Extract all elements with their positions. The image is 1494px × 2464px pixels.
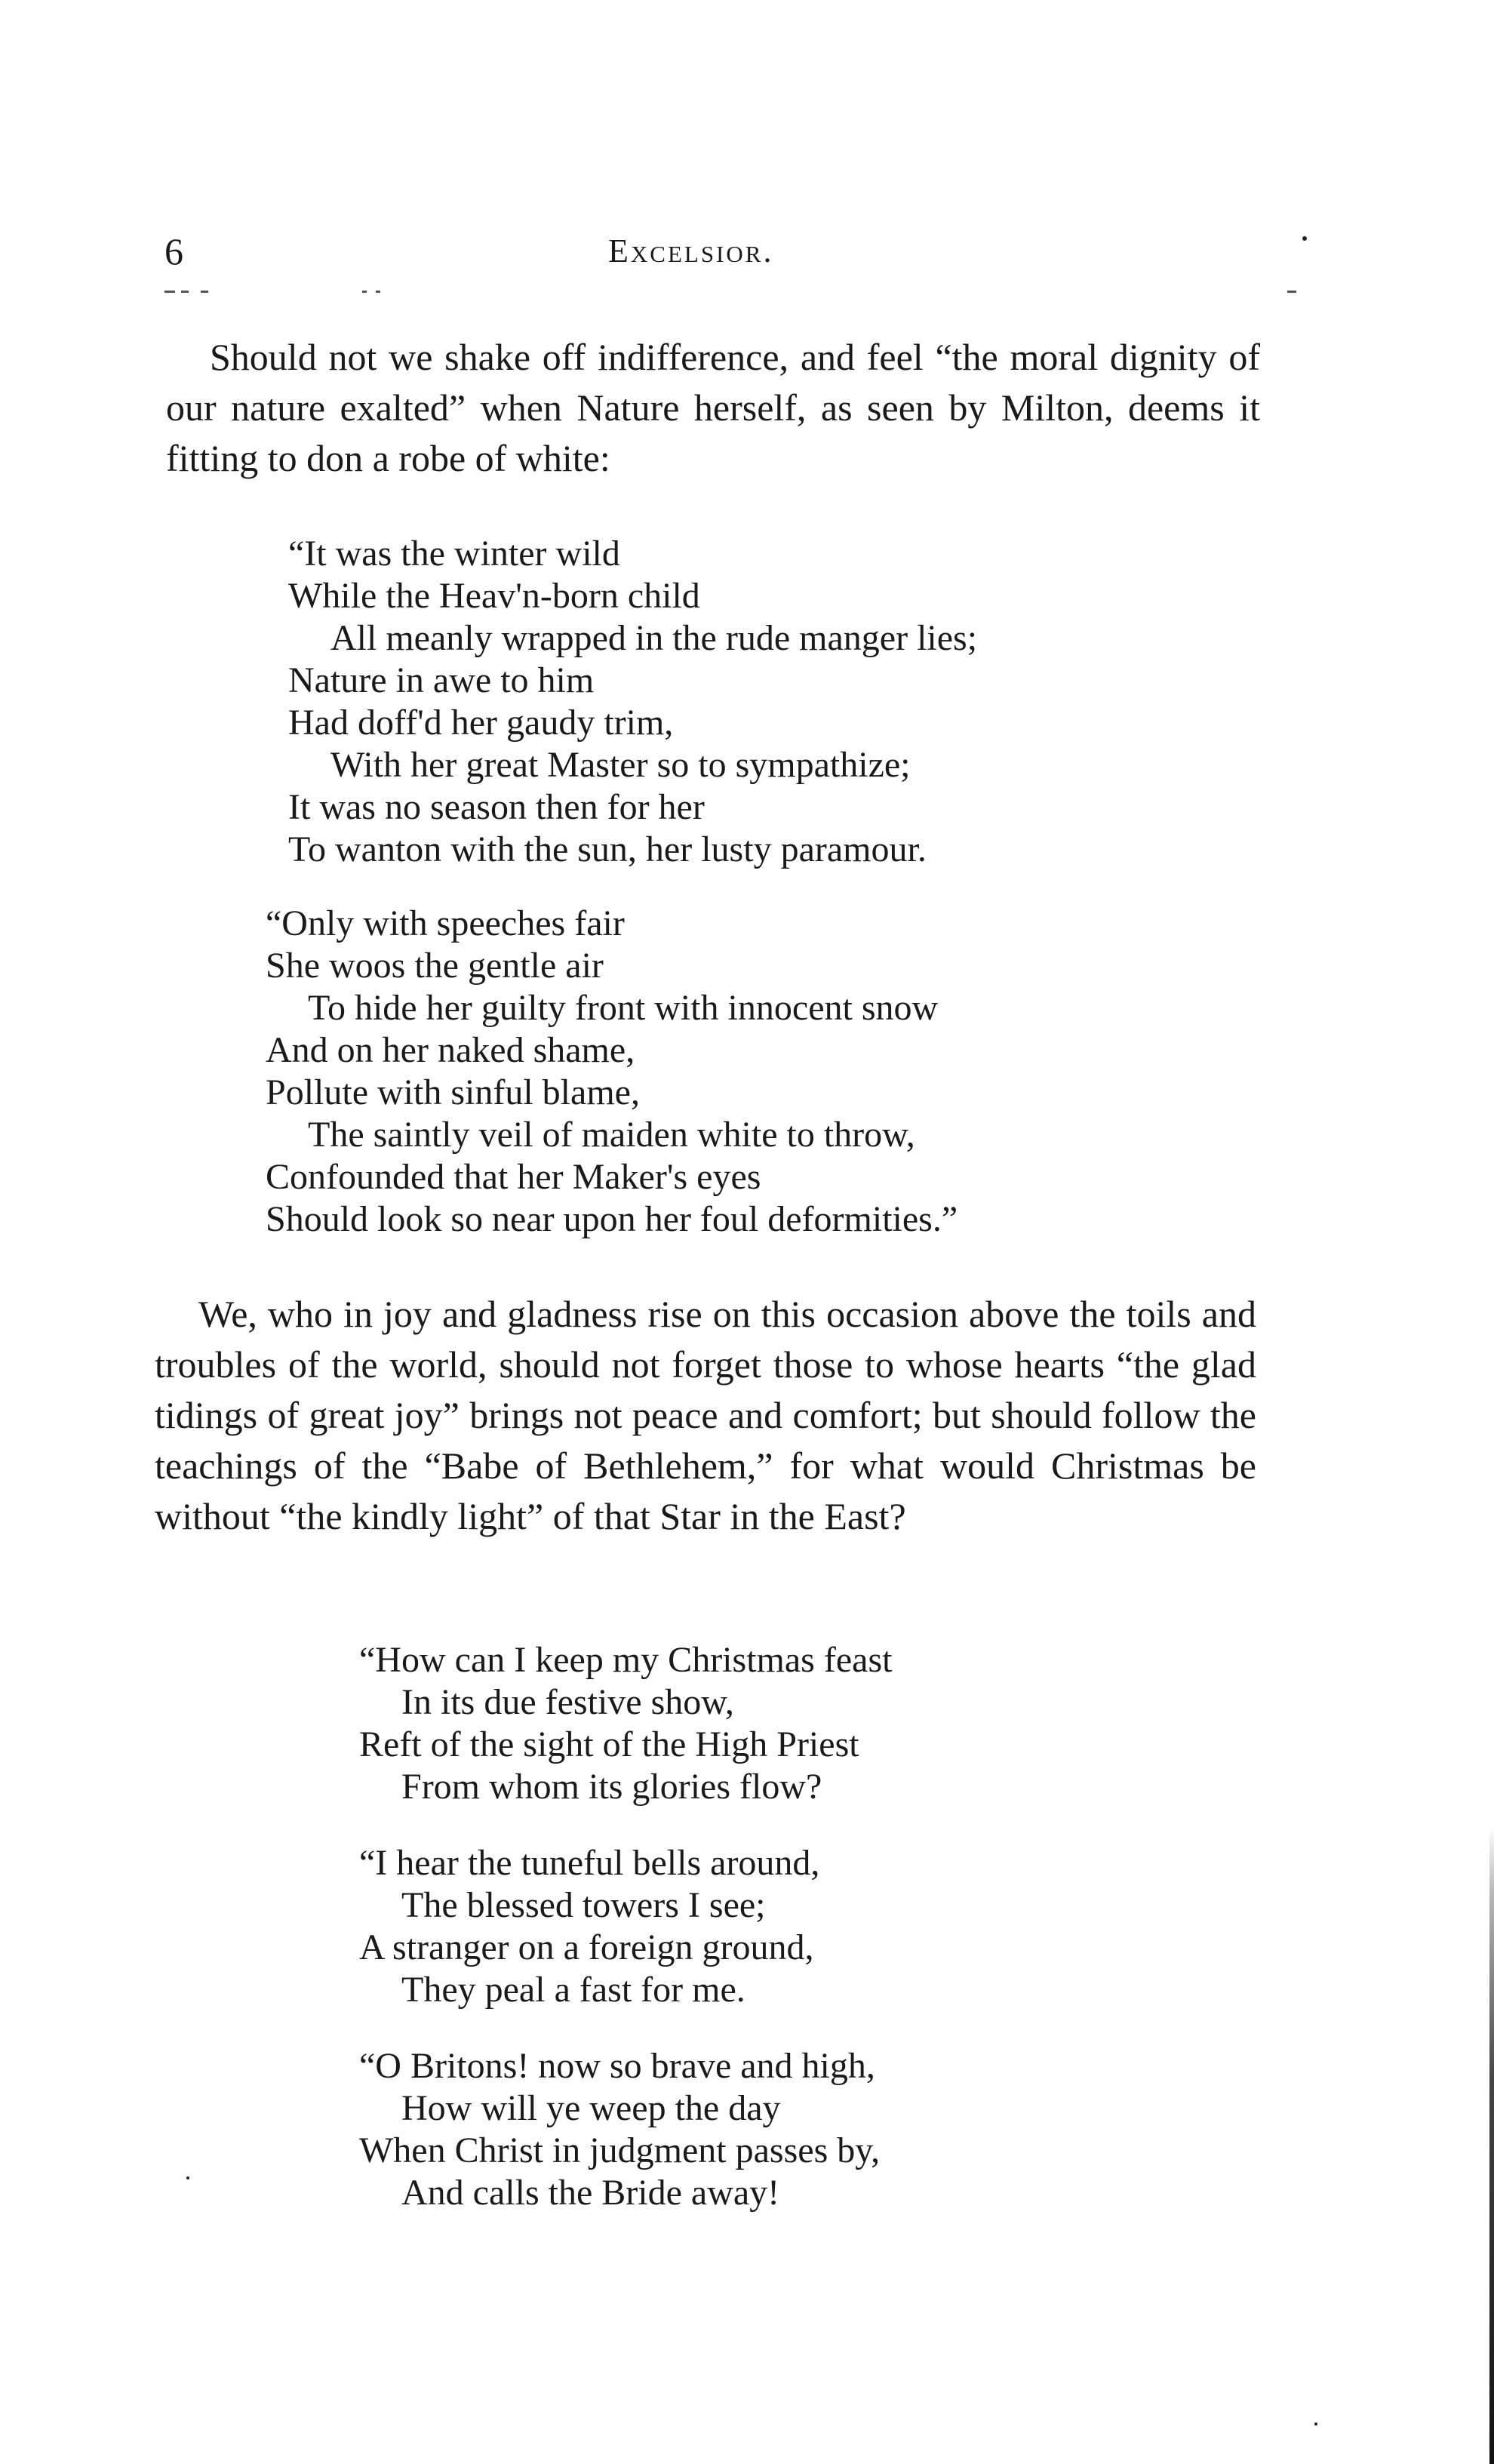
poem-stanza <box>266 903 958 1241</box>
poem-line: Had doff'd her gaudy trim, <box>288 703 674 743</box>
poem-milton-stanza-1 <box>288 533 977 904</box>
paragraph-intro: Should not we shake off indifference, and feel “the moral dignity of our nature exalted” when Nature herself, as seen by Milton, deems it fitting to don a robe of white: <box>166 336 1260 479</box>
poem-line: Confounded that her Maker's eyes <box>266 1157 761 1197</box>
poem-stanza <box>359 2045 892 2214</box>
poem-line: And on her naked shame, <box>266 1030 635 1070</box>
poem-stanza <box>359 1842 892 2011</box>
poem-line: With her great Master so to sympathize; <box>330 745 911 785</box>
running-title: Excelsior. <box>608 232 774 269</box>
scan-speck <box>186 2176 189 2179</box>
poem-line: “Only with speeches fair <box>266 903 625 943</box>
poem-line: Reft of the sight of the High Priest <box>359 1724 859 1764</box>
poem-line: Pollute with sinful blame, <box>266 1072 640 1112</box>
poem-line: How will ye weep the day <box>401 2088 781 2128</box>
poem-christmas-feast <box>359 1639 892 2248</box>
poem-line: When Christ in judgment passes by, <box>359 2130 881 2170</box>
poem-line: Nature in awe to him <box>288 660 595 700</box>
poem-line: They peal a fast for me. <box>401 1970 745 2010</box>
poem-stanza <box>288 533 977 871</box>
poem-line: “O Britons! now so brave and high, <box>359 2046 875 2086</box>
poem-line: The blessed towers I see; <box>401 1885 766 1925</box>
poem-line: In its due festive show, <box>401 1682 734 1722</box>
poem-stanza <box>359 1639 892 1808</box>
poem-line: And calls the Bride away! <box>401 2173 780 2213</box>
poem-line: All meanly wrapped in the rude manger lies; <box>330 618 978 658</box>
scan-speck <box>1302 236 1307 241</box>
poem-line: It was no season then for her <box>288 787 705 827</box>
poem-line: While the Heav'n-born child <box>288 576 700 616</box>
scan-page-edge <box>1489 1826 1494 2464</box>
poem-line: To hide her guilty front with innocent snow <box>308 988 939 1028</box>
poem-line: “How can I keep my Christmas feast <box>359 1640 893 1680</box>
poem-line: The saintly veil of maiden white to throw, <box>308 1115 915 1155</box>
poem-line: “I hear the tuneful bells around, <box>359 1843 820 1883</box>
scan-speck <box>1314 2422 1317 2426</box>
running-head <box>164 225 1266 278</box>
poem-milton-stanza-2 <box>266 903 958 1274</box>
poem-line: To wanton with the sun, her lusty paramour. <box>288 829 927 869</box>
poem-line: “It was the winter wild <box>288 534 620 574</box>
poem-line: A stranger on a foreign ground, <box>359 1927 814 1967</box>
poem-line: She woos the gentle air <box>266 946 604 986</box>
page-number: 6 <box>164 230 183 272</box>
poem-line: From whom its glories flow? <box>401 1767 822 1807</box>
header-rule <box>164 291 1266 295</box>
poem-line: Should look so near upon her foul deformities.” <box>266 1199 958 1239</box>
paragraph-christmas: We, who in joy and gladness rise on this occasion above the toils and troubles of the world, should not forget those to whose hearts “the glad tidings of great joy” brings not peace and comfort; but should follow the teachings of the “Babe of Bethlehem,” for what would Christmas be without “the kindly light” of that Star in the East? <box>155 1293 1256 1537</box>
